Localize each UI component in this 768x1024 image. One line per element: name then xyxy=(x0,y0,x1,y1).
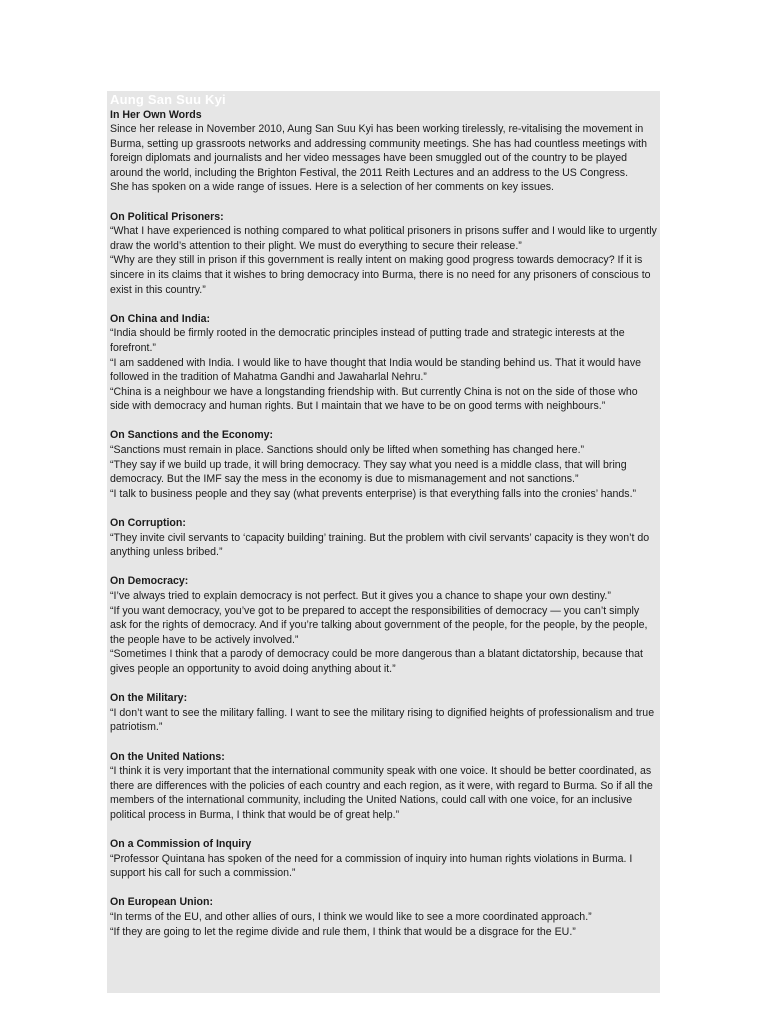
section-commission-of-inquiry xyxy=(110,837,658,881)
section-political-prisoners xyxy=(110,210,658,298)
quote: “Why are they still in prison if this government is really intent on making good progress towards democracy? If it is sincere in its claims that it wishes to bring democracy into Burma, there is no need for any prisoners of conscious to exist in this country.” xyxy=(110,254,651,296)
quote: “They say if we build up trade, it will bring democracy. They say what you need is a middle class, that will bring democracy. But the IMF say the mess in the economy is due to mismanagement and not sanctions.” xyxy=(110,458,627,486)
quote: “I’ve always tried to explain democracy is not perfect. But it gives you a chance to shape your own destiny.” xyxy=(110,590,611,602)
section-heading: On China and India: xyxy=(110,312,211,325)
section-sanctions-economy xyxy=(110,428,658,501)
quote: “I don’t want to see the military falling. I want to see the military rising to dignified heights of professionalism and true patriotism.” xyxy=(110,706,655,734)
section-united-nations xyxy=(110,750,658,823)
document-subtitle: In Her Own Words xyxy=(110,109,202,121)
section-heading: On European Union: xyxy=(110,896,213,909)
document-panel xyxy=(107,91,660,993)
quote: “Sometimes I think that a parody of democracy could be more dangerous than a blatant dictatorship, because that gives people an opportunity to avoid doing anything about it.” xyxy=(110,648,643,675)
quote: “What I have experienced is nothing compared to what political prisoners in prisons suffer and I would like to urgently draw the world’s attention to their plight. We must do everything to secure their release.” xyxy=(110,225,657,252)
intro-block xyxy=(110,122,658,195)
quote: “Sanctions must remain in place. Sanctions should only be lifted when something has changed here.” xyxy=(110,444,585,457)
section-heading: On the Military: xyxy=(110,692,188,705)
quote: “China is a neighbour we have a longstanding friendship with. But currently China is not on the side of those who side with democracy and human rights. But I maintain that we have to be on good terms with neighbours.” xyxy=(110,385,638,413)
quote: “If you want democracy, you’ve got to be prepared to accept the responsibilities of democracy — you can’t simply ask for the rights of democracy. And if you’re talking about government of the people, for the people, by the people, the people have to be actively involved.” xyxy=(110,604,648,646)
quote: “If they are going to let the regime divide and rule them, I think that would be a disgrace for the EU.” xyxy=(110,925,576,938)
quote: “I am saddened with India. I would like to have thought that India would be standing behind us. That it would have followed in the tradition of Mahatma Gandhi and Jawaharlal Nehru.” xyxy=(110,356,642,384)
quote: “In terms of the EU, and other allies of ours, I think we would like to see a more coordinated approach.” xyxy=(110,911,592,924)
quote: “India should be firmly rooted in the democratic principles instead of putting trade and strategic interests at the forefront.” xyxy=(110,327,625,354)
section-heading: On the United Nations: xyxy=(110,750,225,763)
section-european-union xyxy=(110,895,658,939)
section-corruption xyxy=(110,516,658,560)
section-heading: On Political Prisoners: xyxy=(110,210,224,223)
quote: “I talk to business people and they say (what prevents enterprise) is that everything falls into the cronies’ hands.” xyxy=(110,487,637,500)
section-heading: On Sanctions and the Economy: xyxy=(110,429,274,442)
section-democracy xyxy=(110,574,658,676)
section-china-india xyxy=(110,312,658,414)
section-heading: On Corruption: xyxy=(110,517,186,530)
section-military xyxy=(110,691,658,735)
quote: “I think it is very important that the international community speak with one voice. It should be better coordinated, as there are differences with the policies of each country and each region, as it were, with regard to Burma. So if all the members of the international community, including the United Nations, could call with one voice, for an inclusive political process in Burma, I think that would be of great help.” xyxy=(110,765,653,821)
quote: “Professor Quintana has spoken of the need for a commission of inquiry into human rights violations in Burma. I support his call for such a commission.” xyxy=(110,852,633,880)
section-heading: On Democracy: xyxy=(110,575,189,588)
quote: “They invite civil servants to ‘capacity building’ training. But the problem with civil servants’ capacity is they won’t do anything unless bribed.” xyxy=(110,531,650,559)
intro-paragraph: Since her release in November 2010, Aung San Suu Kyi has been working tirelessly, re-vitalising the movement in Burma, setting up grassroots networks and addressing community meetings. She has had countless meetings with foreign diplomats and journalists and her video messages have been smuggled out of the country to be played around the world, including the Brighton Festival, the 2011 Reith Lectures and an address to the US Congress. xyxy=(110,123,648,179)
section-heading: On a Commission of Inquiry xyxy=(110,838,252,851)
document-title: Aung San Suu Kyi xyxy=(110,92,226,107)
intro-paragraph: She has spoken on a wide range of issues. Here is a selection of her comments on key issues. xyxy=(110,181,554,194)
